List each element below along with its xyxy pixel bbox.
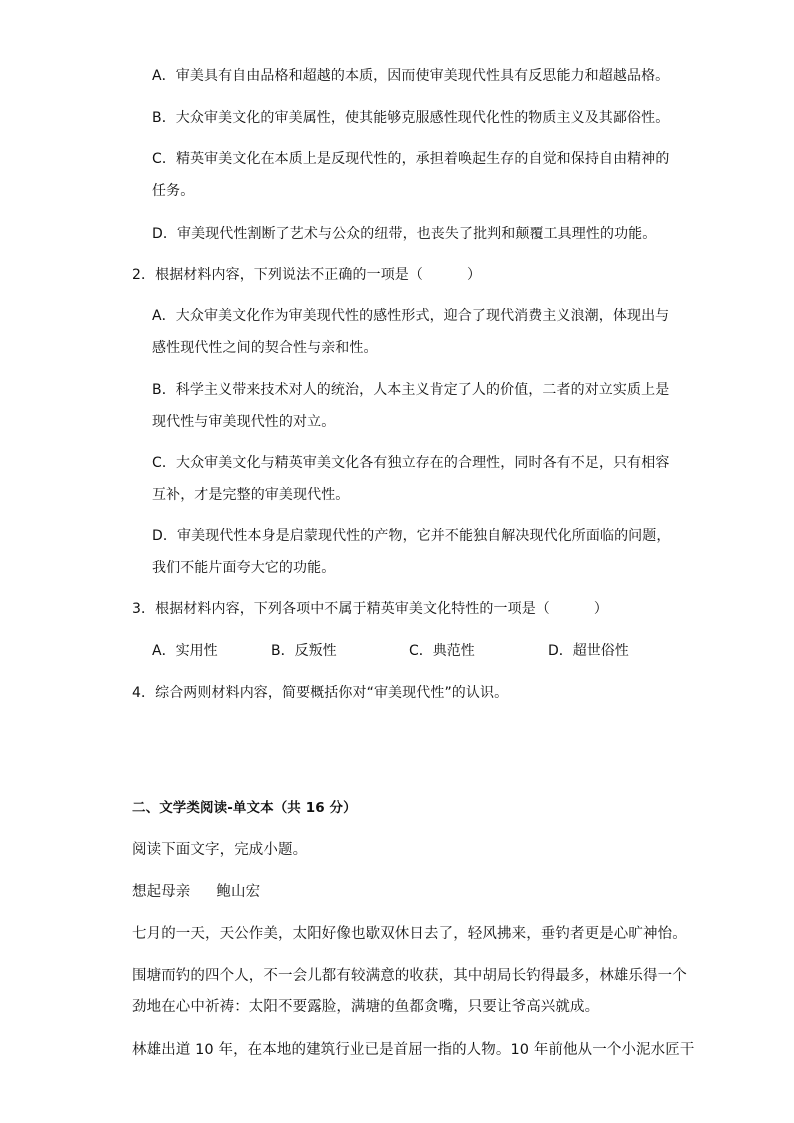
section2-instruction: 阅读下面文字，完成小题。 [132,842,308,858]
story-title-line [132,882,260,902]
q2-stem-end: ） [467,267,482,283]
q2-option-d-cont: 我们不能片面夸大它的功能。 [152,560,336,576]
q2-option-d: D．审美现代性本身是启蒙现代性的产物，它并不能独自解决现代化所面临的问题， [152,528,671,544]
q1-option-d: D．审美现代性割断了艺术与公众的纽带，也丧失了批判和颠覆工具理性的功能。 [152,226,657,242]
q3-choice-c: C．典范性 [409,643,475,659]
story-paragraph-3: 林雄出道 10 年，在本地的建筑行业已是首屈一指的人物。10 年前他从一个小泥水匠干 [132,1042,695,1058]
q2-option-a: A．大众审美文化作为审美现代性的感性形式，迎合了现代消费主义浪潮，体现出与 [152,308,670,324]
q3-choice-b: B．反叛性 [271,643,337,659]
story-author: 鲍山宏 [216,884,261,900]
story-paragraph-2-cont: 劲地在心中祈祷：太阳不要露脸，满塘的鱼都贪嘴，只要让爷高兴就成。 [132,999,600,1015]
q3-stem-text: 3．根据材料内容，下列各项中不属于精英审美文化特性的一项是（ [132,601,550,617]
q3-stem-end: ） [593,601,609,617]
story-title: 想起母亲 [132,884,191,900]
story-paragraph-1: 七月的一天，天公作美，太阳好像也歇双休日去了，轻风拂来，垂钓者更是心旷神怡。 [132,926,687,942]
q1-option-b: B．大众审美文化的审美属性，使其能够克服感性现代化性的物质主义及其鄙俗性。 [152,110,670,126]
q2-stem [132,265,481,285]
q2-stem-text: 2．根据材料内容，下列说法不正确的一项是（ [132,267,424,283]
q3-stem [132,599,608,619]
q1-option-c-cont: 任务。 [152,183,195,199]
q4-stem: 4．综合两则材料内容，简要概括你对“审美现代性”的认识。 [132,685,509,701]
q2-option-c-cont: 互补，才是完整的审美现代性。 [152,487,350,503]
q3-choice-d: D．超世俗性 [548,643,629,659]
q2-option-a-cont: 感性现代性之间的契合性与亲和性。 [152,340,378,356]
q2-option-b: B．科学主义带来技术对人的统治，人本主义肯定了人的价值，二者的对立实质上是 [152,382,670,398]
section2-heading: 二、文学类阅读-单文本（共 16 分） [132,800,357,816]
q1-option-a: A．审美具有自由品格和超越的本质，因而使审美现代性具有反思能力和超越品格。 [152,68,670,84]
q3-choice-a: A．实用性 [152,643,218,659]
story-paragraph-2: 围塘而钓的四个人，不一会儿都有较满意的收获，其中胡局长钓得最多，林雄乐得一个 [132,968,687,984]
q1-option-c: C．精英审美文化在本质上是反现代性的，承担着唤起生存的自觉和保持自由精神的 [152,151,670,167]
q2-option-c: C．大众审美文化与精英审美文化各有独立存在的合理性，同时各有不足，只有相容 [152,455,670,471]
q2-option-b-cont: 现代性与审美现代性的对立。 [152,414,336,430]
